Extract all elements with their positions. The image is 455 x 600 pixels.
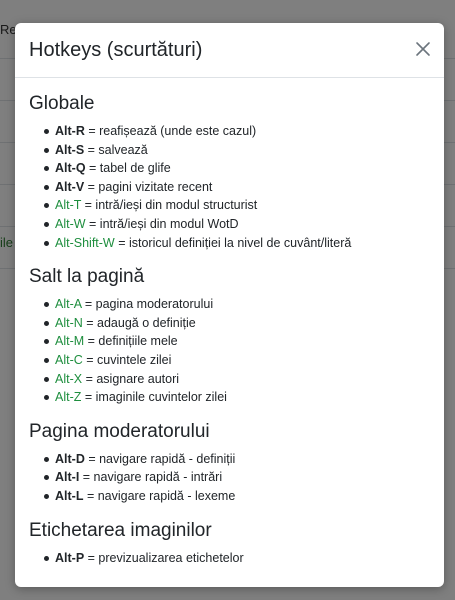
hotkey-list <box>29 122 430 252</box>
hotkey-key: Alt-X <box>55 371 83 386</box>
hotkey-section <box>29 420 430 506</box>
hotkey-item <box>55 549 430 568</box>
hotkey-key: Alt-Q <box>55 161 86 176</box>
section-title: Globale <box>29 93 95 114</box>
hotkey-item <box>55 234 430 253</box>
hotkeys-modal <box>15 23 444 587</box>
hotkey-description: = imaginile cuvintelor zilei <box>81 390 227 405</box>
hotkey-item <box>55 314 430 333</box>
hotkey-item <box>55 450 430 469</box>
hotkey-list <box>29 295 430 407</box>
section-title: Etichetarea imaginilor <box>29 519 212 541</box>
hotkey-key: Alt-L <box>55 488 84 503</box>
hotkey-key: Alt-I <box>55 470 80 485</box>
hotkey-key: Alt-T <box>55 198 82 213</box>
section-title: Pagina moderatorului <box>29 420 210 442</box>
hotkey-item <box>55 468 430 487</box>
hotkey-item <box>55 388 430 407</box>
hotkey-description: = pagina moderatorului <box>81 297 214 312</box>
hotkey-key: Alt-Z <box>55 390 82 405</box>
hotkey-description: = adaugă o definiție <box>82 315 196 330</box>
hotkey-item <box>55 141 430 160</box>
close-button[interactable] <box>414 40 432 58</box>
hotkey-key: Alt-Shift-W <box>55 235 115 250</box>
hotkey-item <box>55 351 430 370</box>
hotkey-description: = intră/ieși din modul structurist <box>81 198 258 213</box>
hotkey-key: Alt-N <box>55 315 83 330</box>
modal-header <box>15 23 444 78</box>
hotkey-description: = intră/ieși din modul WotD <box>85 216 239 231</box>
hotkey-description: = navigare rapidă - lexeme <box>83 488 236 503</box>
hotkey-key: Alt-R <box>55 124 85 138</box>
hotkey-key: Alt-C <box>55 352 83 367</box>
hotkey-description: = reafișează (unde este cazul) <box>84 124 257 138</box>
hotkey-description: = definițiile mele <box>84 334 178 349</box>
hotkey-item <box>55 178 430 197</box>
hotkey-description: = istoricul definiției la nivel de cuvânt/literă <box>114 235 352 250</box>
hotkey-description: = salvează <box>84 142 148 157</box>
hotkey-item <box>55 295 430 314</box>
hotkey-item <box>55 122 430 141</box>
hotkey-item <box>55 215 430 234</box>
hotkey-description: = pagini vizitate recent <box>84 179 213 194</box>
hotkey-list <box>29 549 430 568</box>
close-icon <box>414 40 432 58</box>
hotkey-description: = cuvintele zilei <box>82 352 172 367</box>
hotkey-key: Alt-V <box>55 179 85 194</box>
hotkey-key: Alt-P <box>55 550 85 565</box>
hotkey-description: = previzualizarea etichetelor <box>84 550 244 565</box>
hotkey-key: Alt-W <box>55 216 86 231</box>
hotkey-item <box>55 487 430 506</box>
modal-title: Hotkeys (scurtături) <box>29 39 203 61</box>
hotkey-description: = navigare rapidă - definiții <box>84 451 236 466</box>
hotkey-section <box>29 92 430 252</box>
hotkey-section <box>29 265 430 407</box>
hotkey-key: Alt-D <box>55 451 85 466</box>
hotkey-description: = tabel de glife <box>85 161 171 176</box>
hotkey-item <box>55 159 430 178</box>
hotkey-list <box>29 450 430 506</box>
hotkey-key: Alt-A <box>55 297 82 312</box>
modal-body <box>15 78 444 567</box>
hotkey-key: Alt-S <box>55 142 85 157</box>
hotkey-item <box>55 370 430 389</box>
hotkey-item <box>55 332 430 351</box>
hotkey-section <box>29 519 430 568</box>
hotkey-key: Alt-M <box>55 334 85 349</box>
hotkey-description: = asignare autori <box>82 371 180 386</box>
section-title: Salt la pagină <box>29 266 145 288</box>
hotkey-description: = navigare rapidă - intrări <box>79 470 223 485</box>
hotkey-item <box>55 196 430 215</box>
